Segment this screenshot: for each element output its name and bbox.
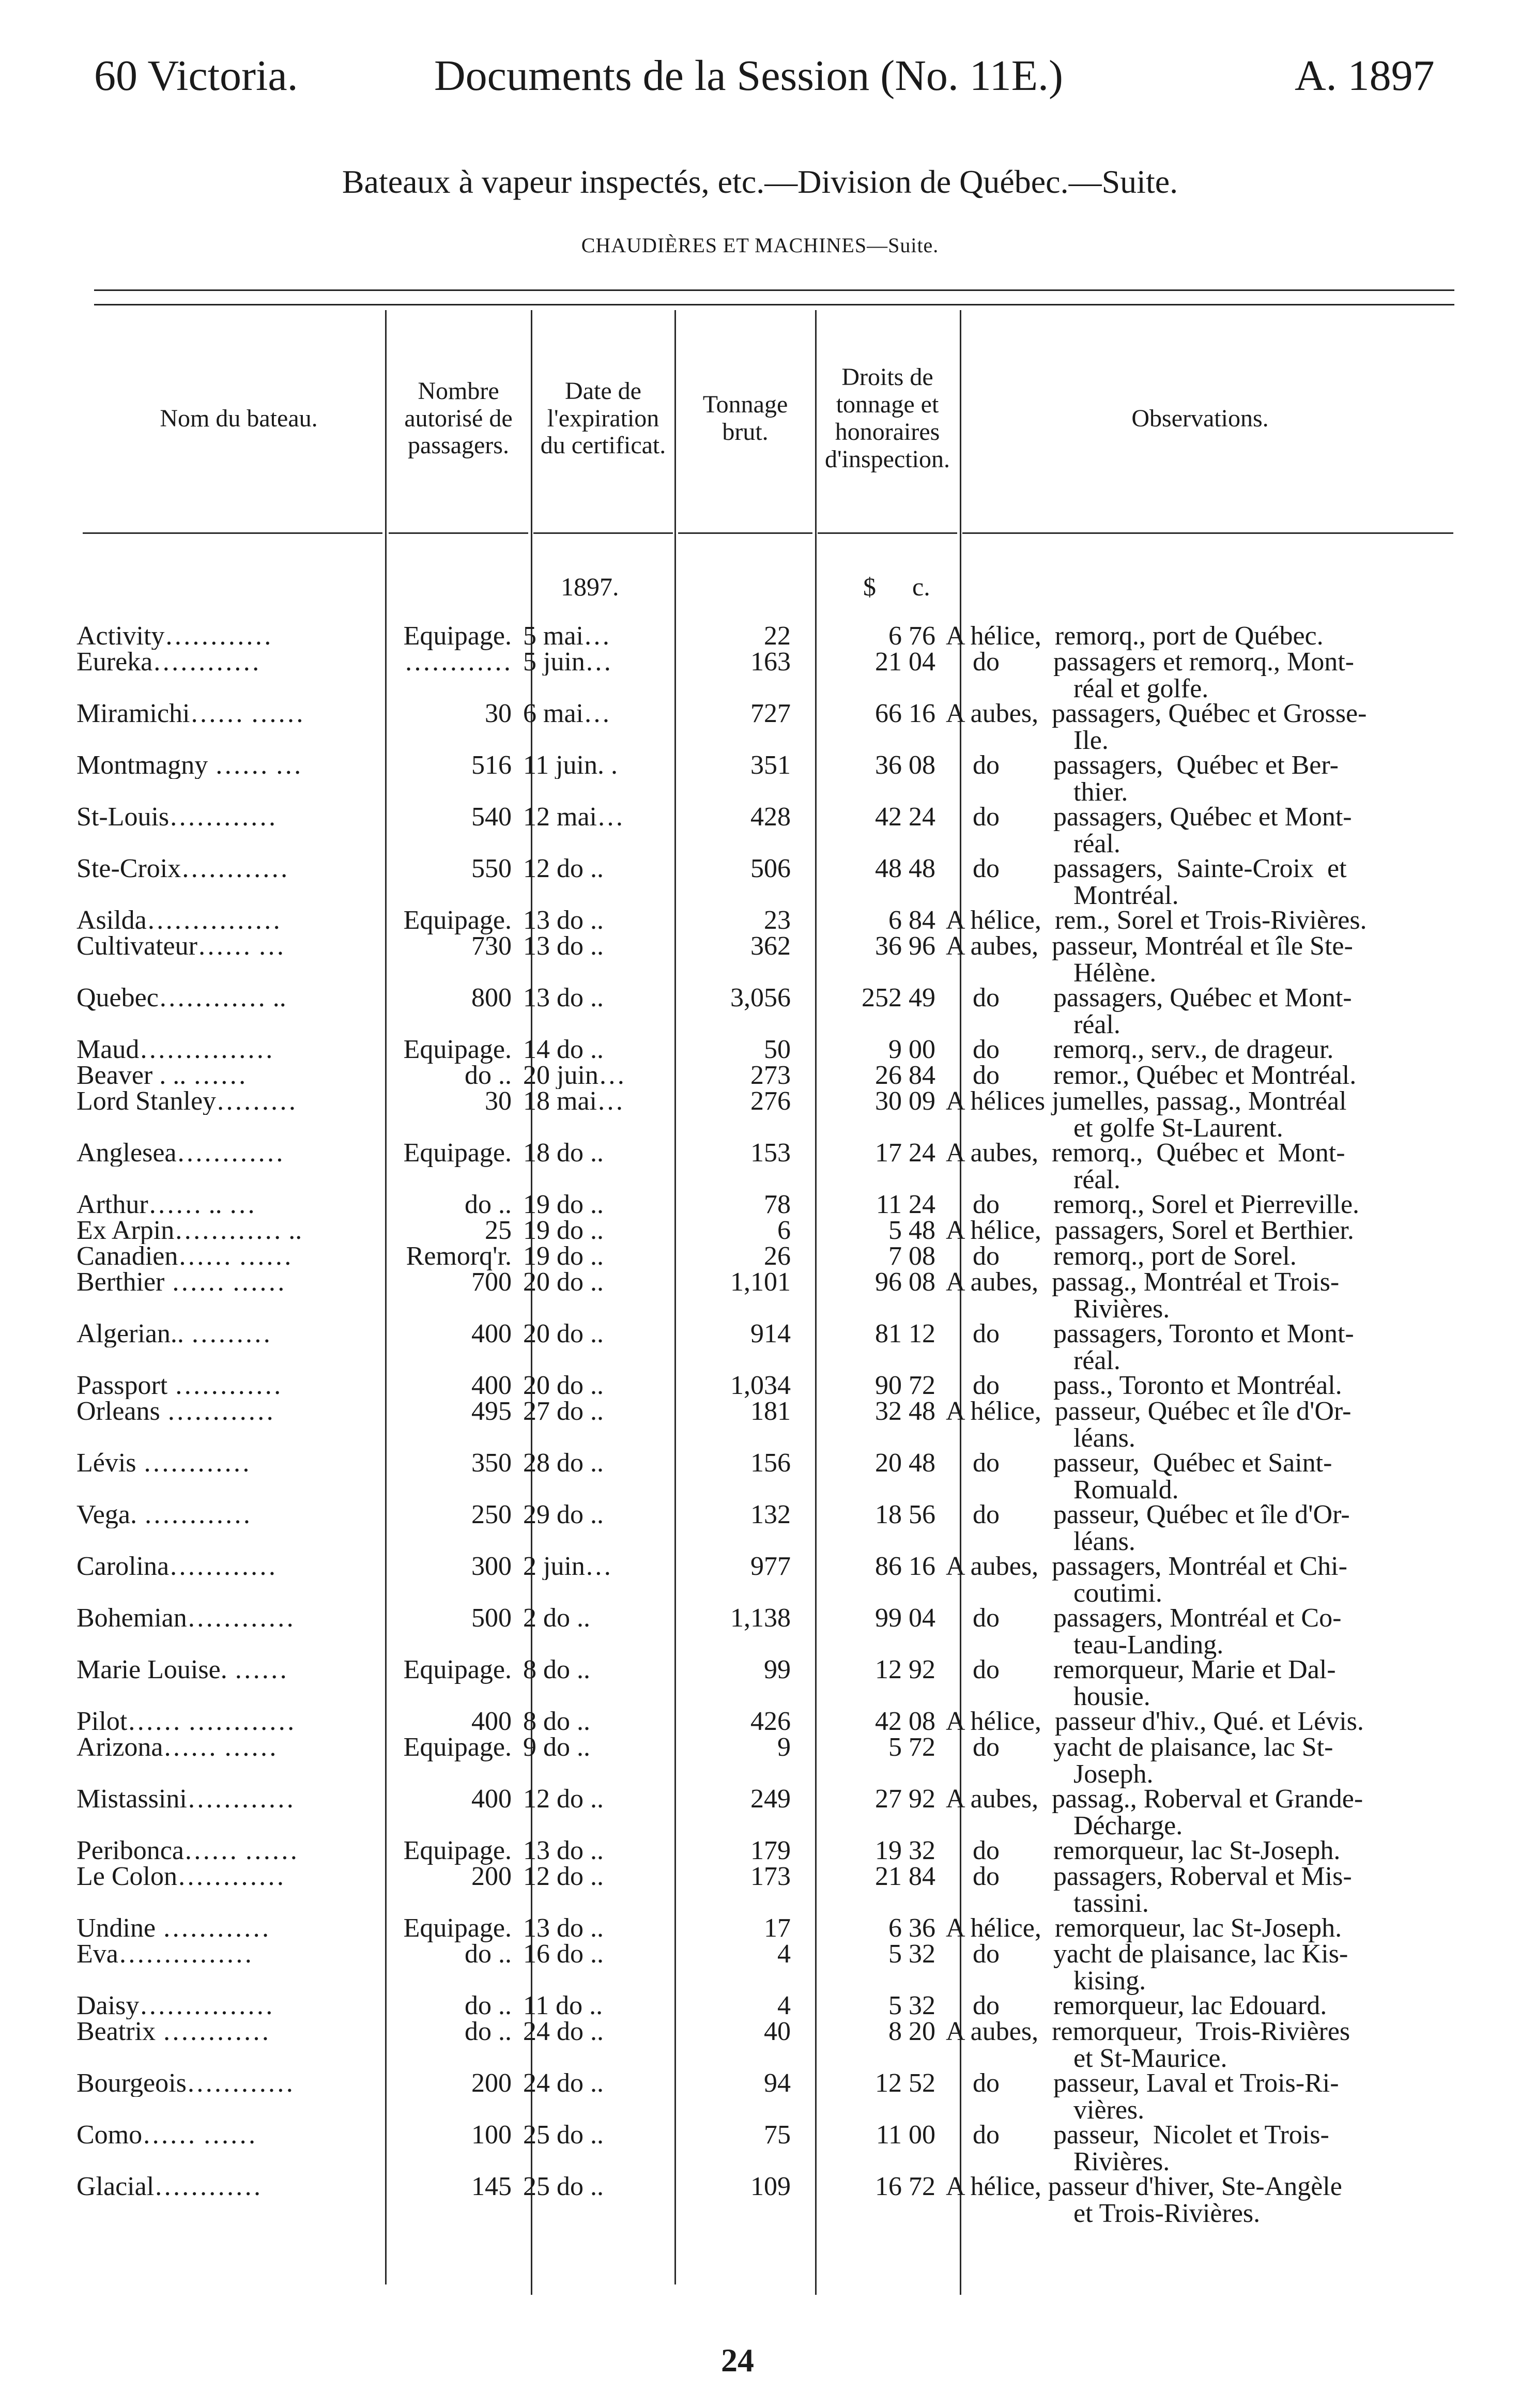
passenger-count: do ..: [465, 2017, 512, 2046]
gross-tonnage: 351: [750, 750, 791, 780]
certificate-expiry: 24 do ..: [523, 2018, 604, 2045]
observation: do passagers, Montréal et Co- teau-Landing.: [973, 1603, 1342, 1660]
gross-tonnage: 426: [750, 1707, 791, 1736]
inspection-fee: 11 00: [876, 2120, 935, 2150]
inspection-fee: 32 48: [875, 1397, 935, 1426]
observation: do yacht de plaisance, lac Kis- kising.: [973, 1939, 1348, 1996]
passenger-count: do ..: [465, 1061, 512, 1090]
certificate-expiry: 29 do ..: [523, 1501, 604, 1528]
gross-tonnage: 914: [750, 1319, 791, 1348]
certificate-expiry: 12 mai…: [523, 804, 624, 831]
observation: do passagers, Québec et Ber- thier.: [973, 750, 1339, 807]
certificate-expiry: 11 do ..: [523, 1992, 603, 2019]
boat-name: Passport …………: [76, 1372, 282, 1399]
gross-tonnage: 163: [750, 647, 791, 677]
passenger-count: do ..: [465, 1190, 512, 1219]
boat-name: Canadien…… ……: [76, 1243, 293, 1270]
observation: do remor., Québec et Montréal.: [946, 1061, 1357, 1090]
gross-tonnage: 4: [777, 1939, 791, 1969]
observation: A hélice, passagers, Sorel et Berthier.: [946, 1216, 1354, 1245]
top-rule-inner: [94, 304, 1454, 305]
inspection-fee: 8 20: [888, 2017, 935, 2046]
certificate-expiry: 14 do ..: [523, 1036, 604, 1063]
observation: A hélice, remorq., port de Québec.: [946, 621, 1324, 651]
certificate-expiry: 19 do ..: [523, 1217, 604, 1244]
boat-name: St-Louis…………: [76, 804, 277, 831]
units-cents: c.: [912, 572, 930, 601]
boat-name: Como…… ……: [76, 2122, 257, 2149]
inspection-fee: 27 92: [875, 1784, 935, 1814]
inspection-fee: 99 04: [875, 1603, 935, 1633]
head-rule-5: [818, 532, 957, 534]
passenger-count: 200: [471, 1862, 512, 1891]
top-rule: [94, 289, 1454, 291]
observation: do pass., Toronto et Montréal.: [946, 1371, 1342, 1400]
observation: do remorqueur, Marie et Dal- housie.: [973, 1655, 1336, 1711]
col-divider-4: [815, 310, 817, 2295]
certificate-expiry: 24 do ..: [523, 2070, 604, 2097]
certificate-expiry: 5 mai…: [523, 623, 610, 650]
inspection-fee: 42 08: [875, 1707, 935, 1736]
boat-name: Mistassini…………: [76, 1786, 295, 1813]
passenger-count: do ..: [465, 1939, 512, 1969]
certificate-expiry: 20 juin…: [523, 1062, 625, 1089]
gross-tonnage: 22: [764, 621, 791, 651]
gross-tonnage: 362: [750, 931, 791, 961]
inspection-fee: 21 84: [875, 1862, 935, 1891]
gross-tonnage: 99: [764, 1655, 791, 1684]
gross-tonnage: 1,034: [730, 1371, 791, 1400]
col-head-name: Nom du bateau.: [160, 404, 318, 432]
passenger-count: 550: [471, 854, 512, 883]
observation: do remorq., port de Sorel.: [946, 1241, 1297, 1271]
observation: do passagers, Roberval et Mis- tassini.: [973, 1862, 1352, 1918]
observation: A aubes, passagers, Québec et Grosse- Ile.: [946, 699, 1367, 755]
gross-tonnage: 4: [777, 1991, 791, 2020]
boat-name: Miramichi…… ……: [76, 700, 304, 727]
gross-tonnage: 153: [750, 1138, 791, 1168]
inspection-fee: 11 24: [876, 1190, 935, 1219]
gross-tonnage: 26: [764, 1241, 791, 1271]
boat-name: Eva……………: [76, 1941, 253, 1968]
boat-name: Eureka…………: [76, 649, 260, 676]
passenger-count: 540: [471, 802, 512, 832]
boat-name: Undine …………: [76, 1915, 270, 1942]
passenger-count: Equipage.: [403, 906, 512, 935]
col-head-date: Date de l'expiration du certificat.: [540, 377, 666, 459]
col-head-fees: Droits de tonnage et honoraires d'inspection.: [825, 363, 950, 473]
observation: do passagers, Québec et Mont- réal.: [973, 983, 1352, 1039]
passenger-count: Remorq'r.: [406, 1241, 512, 1271]
gross-tonnage: 50: [764, 1035, 791, 1064]
certificate-expiry: 25 do ..: [523, 2173, 604, 2200]
gross-tonnage: 23: [764, 906, 791, 935]
boat-name: Le Colon…………: [76, 1863, 285, 1890]
passenger-count: 400: [471, 1371, 512, 1400]
certificate-expiry: 12 do ..: [523, 855, 604, 882]
head-rule-6: [962, 532, 1453, 534]
passenger-count: 495: [471, 1397, 512, 1426]
passenger-count: 250: [471, 1500, 512, 1529]
gross-tonnage: 40: [764, 2017, 791, 2046]
observation: A aubes, remorqueur, Trois-Rivières et St-Maurice.: [946, 2017, 1350, 2073]
certificate-expiry: 16 do ..: [523, 1941, 604, 1968]
passenger-count: Equipage.: [403, 1138, 512, 1168]
boat-name: Carolina…………: [76, 1553, 277, 1580]
passenger-count: 516: [471, 750, 512, 780]
certificate-expiry: 2 juin…: [523, 1553, 612, 1580]
inspection-fee: 96 08: [875, 1267, 935, 1297]
observation: do remorq., serv., de drageur.: [946, 1035, 1334, 1064]
boat-name: Quebec………… ..: [76, 985, 286, 1011]
boat-name: Maud……………: [76, 1036, 274, 1063]
inspection-fee: 6 84: [888, 906, 935, 935]
inspection-fee: 19 32: [875, 1836, 935, 1865]
boat-name: Arizona…… ……: [76, 1734, 278, 1761]
boat-name: Bourgeois…………: [76, 2070, 294, 2097]
boat-name: Lévis …………: [76, 1450, 251, 1477]
inspection-fee: 81 12: [875, 1319, 935, 1348]
observation: do passagers, Toronto et Mont- réal.: [973, 1319, 1354, 1375]
observation: A hélices jumelles, passag., Montréal et golfe St-Laurent.: [946, 1086, 1347, 1143]
inspection-fee: 36 08: [875, 750, 935, 780]
boat-name: Algerian.. ………: [76, 1321, 271, 1347]
certificate-expiry: 19 do ..: [523, 1243, 604, 1270]
page-number: 24: [721, 2342, 754, 2379]
inspection-fee: 7 08: [888, 1241, 935, 1271]
passenger-count: Equipage.: [403, 1913, 512, 1943]
passenger-count: do ..: [465, 1991, 512, 2020]
observation: A hélice, passeur d'hiv., Qué. et Lévis.: [946, 1707, 1364, 1736]
observation: A aubes, passag., Montréal et Trois- Rivières.: [946, 1267, 1340, 1324]
observation: do passagers et remorq., Mont- réal et golfe.: [973, 647, 1354, 703]
gross-tonnage: 181: [750, 1397, 791, 1426]
inspection-fee: 86 16: [875, 1552, 935, 1581]
boat-name: Ste-Croix…………: [76, 855, 289, 882]
head-rule-3: [533, 532, 673, 534]
certificate-expiry: 13 do ..: [523, 1837, 604, 1864]
observation: A aubes, remorq., Québec et Mont- réal.: [946, 1138, 1345, 1194]
gross-tonnage: 276: [750, 1086, 791, 1116]
passenger-count: 400: [471, 1319, 512, 1348]
boat-name: Orleans …………: [76, 1398, 274, 1425]
head-rule-2: [389, 532, 528, 534]
gross-tonnage: 179: [750, 1836, 791, 1865]
inspection-fee: 6 76: [888, 621, 935, 651]
certificate-expiry: 18 do ..: [523, 1140, 604, 1167]
boat-name: Berthier …… ……: [76, 1269, 286, 1296]
certificate-expiry: 2 do ..: [523, 1605, 590, 1632]
observation: do passeur, Québec et Saint- Romuald.: [973, 1448, 1332, 1505]
inspection-fee: 21 04: [875, 647, 935, 677]
head-rule-1: [83, 532, 382, 534]
passenger-count: Equipage.: [403, 1655, 512, 1684]
observation: A hélice, passeur, Québec et île d'Or- léans.: [946, 1397, 1352, 1453]
certificate-expiry: 12 do ..: [523, 1863, 604, 1890]
gross-tonnage: 3,056: [730, 983, 791, 1013]
passenger-count: 500: [471, 1603, 512, 1633]
passenger-count: Equipage.: [403, 1732, 512, 1762]
observation: do passagers, Québec et Mont- réal.: [973, 802, 1352, 858]
certificate-expiry: 5 juin…: [523, 649, 612, 676]
units-year: 1897.: [561, 572, 619, 601]
passenger-count: 730: [471, 931, 512, 961]
inspection-fee: 36 96: [875, 931, 935, 961]
inspection-fee: 42 24: [875, 802, 935, 832]
passenger-count: 30: [485, 699, 512, 728]
passenger-count: 30: [485, 1086, 512, 1116]
boat-name: Asilda……………: [76, 907, 281, 934]
gross-tonnage: 428: [750, 802, 791, 832]
passenger-count: 700: [471, 1267, 512, 1297]
certificate-expiry: 18 mai…: [523, 1088, 624, 1115]
header-year: A. 1897: [1295, 52, 1435, 100]
observation: A hélice, rem., Sorel et Trois-Rivières.: [946, 906, 1367, 935]
gross-tonnage: 78: [764, 1190, 791, 1219]
certificate-expiry: 20 do ..: [523, 1269, 604, 1296]
gross-tonnage: 977: [750, 1552, 791, 1581]
observation: do remorqueur, lac Edouard.: [946, 1991, 1327, 2020]
boat-name: Beatrix …………: [76, 2018, 270, 2045]
passenger-count: Equipage.: [403, 621, 512, 651]
gross-tonnage: 173: [750, 1862, 791, 1891]
passenger-count: 400: [471, 1707, 512, 1736]
gross-tonnage: 273: [750, 1061, 791, 1090]
boat-name: Lord Stanley………: [76, 1088, 297, 1115]
inspection-fee: 5 72: [888, 1732, 935, 1762]
inspection-fee: 16 72: [875, 2172, 935, 2201]
certificate-expiry: 13 do ..: [523, 907, 604, 934]
boat-name: Cultivateur…… …: [76, 933, 285, 960]
passenger-count: 350: [471, 1448, 512, 1478]
gross-tonnage: 94: [764, 2068, 791, 2098]
boat-name: Vega. …………: [76, 1501, 251, 1528]
boat-name: Anglesea…………: [76, 1140, 284, 1167]
certificate-expiry: 20 do ..: [523, 1372, 604, 1399]
certificate-expiry: 8 do ..: [523, 1708, 590, 1735]
boat-name: Peribonca…… ……: [76, 1837, 298, 1864]
certificate-expiry: 11 juin. .: [523, 752, 618, 779]
boat-name: Glacial…………: [76, 2173, 262, 2200]
certificate-expiry: 13 do ..: [523, 1915, 604, 1942]
boat-name: Ex Arpin………… ..: [76, 1217, 302, 1244]
header-document: Documents de la Session (No. 11E.): [434, 52, 1064, 100]
units-dollars: $: [863, 572, 876, 601]
inspection-fee: 20 48: [875, 1448, 935, 1478]
observation: do passeur, Nicolet et Trois- Rivières.: [973, 2120, 1329, 2176]
passenger-count: …………: [404, 647, 512, 677]
passenger-count: Equipage.: [403, 1836, 512, 1865]
inspection-fee: 26 84: [875, 1061, 935, 1090]
inspection-fee: 48 48: [875, 854, 935, 883]
passenger-count: 145: [471, 2172, 512, 2201]
certificate-expiry: 20 do ..: [523, 1321, 604, 1347]
page-title: Bateaux à vapeur inspectés, etc.—Division de Québec.—Suite.: [342, 163, 1178, 200]
gross-tonnage: 17: [764, 1913, 791, 1943]
inspection-fee: 12 92: [875, 1655, 935, 1684]
col-divider-3: [674, 310, 676, 2284]
inspection-fee: 6 36: [888, 1913, 935, 1943]
certificate-expiry: 25 do ..: [523, 2122, 604, 2149]
col-head-passengers: Nombre autorisé de passagers.: [404, 377, 513, 459]
gross-tonnage: 156: [750, 1448, 791, 1478]
gross-tonnage: 506: [750, 854, 791, 883]
passenger-count: Equipage.: [403, 1035, 512, 1064]
boat-name: Activity…………: [76, 623, 272, 650]
passenger-count: 100: [471, 2120, 512, 2150]
inspection-fee: 90 72: [875, 1371, 935, 1400]
observation: A hélice, passeur d'hiver, Ste-Angèle et Trois-Rivières.: [946, 2172, 1342, 2228]
passenger-count: 25: [485, 1216, 512, 1245]
boat-name: Marie Louise. ……: [76, 1657, 288, 1683]
certificate-expiry: 13 do ..: [523, 933, 604, 960]
certificate-expiry: 19 do ..: [523, 1191, 604, 1218]
observation: do yacht de plaisance, lac St- Joseph.: [973, 1732, 1333, 1789]
gross-tonnage: 1,138: [730, 1603, 791, 1633]
boat-name: Pilot…… …………: [76, 1708, 296, 1735]
col-head-observations: Observations.: [1131, 404, 1269, 432]
observation: do passeur, Québec et île d'Or- léans.: [973, 1500, 1350, 1556]
certificate-expiry: 28 do ..: [523, 1450, 604, 1477]
boat-name: Daisy……………: [76, 1992, 274, 2019]
boat-name: Bohemian…………: [76, 1605, 295, 1632]
gross-tonnage: 132: [750, 1500, 791, 1529]
inspection-fee: 252 49: [862, 983, 935, 1013]
inspection-fee: 12 52: [875, 2068, 935, 2098]
col-head-tonnage: Tonnage brut.: [702, 391, 788, 446]
passenger-count: 300: [471, 1552, 512, 1581]
observation: do remorq., Sorel et Pierreville.: [946, 1190, 1360, 1219]
observation: do passagers, Sainte-Croix et Montréal.: [973, 854, 1347, 910]
certificate-expiry: 27 do ..: [523, 1398, 604, 1425]
boat-name: Arthur…… .. …: [76, 1191, 256, 1218]
inspection-fee: 17 24: [875, 1138, 935, 1168]
certificate-expiry: 12 do ..: [523, 1786, 604, 1813]
observation: A aubes, passagers, Montréal et Chi- coutimi.: [946, 1552, 1347, 1608]
certificate-expiry: 9 do ..: [523, 1734, 590, 1761]
inspection-fee: 30 09: [875, 1086, 935, 1116]
header-session: 60 Victoria.: [94, 52, 298, 100]
observation: A hélice, remorqueur, lac St-Joseph.: [946, 1913, 1342, 1943]
certificate-expiry: 6 mai…: [523, 700, 610, 727]
gross-tonnage: 249: [750, 1784, 791, 1814]
gross-tonnage: 6: [777, 1216, 791, 1245]
certificate-expiry: 8 do ..: [523, 1657, 590, 1683]
gross-tonnage: 727: [750, 699, 791, 728]
observation: A aubes, passag., Roberval et Grande- Décharge.: [946, 1784, 1363, 1840]
observation: do remorqueur, lac St-Joseph.: [946, 1836, 1341, 1865]
inspection-fee: 5 32: [888, 1939, 935, 1969]
observation: A aubes, passeur, Montréal et île Ste- Hélène.: [946, 931, 1353, 988]
passenger-count: 800: [471, 983, 512, 1013]
inspection-fee: 5 32: [888, 1991, 935, 2020]
inspection-fee: 9 00: [888, 1035, 935, 1064]
gross-tonnage: 9: [777, 1732, 791, 1762]
passenger-count: 200: [471, 2068, 512, 2098]
observation: do passeur, Laval et Trois-Ri- vières.: [973, 2068, 1339, 2125]
gross-tonnage: 75: [764, 2120, 791, 2150]
inspection-fee: 18 56: [875, 1500, 935, 1529]
head-rule-4: [678, 532, 812, 534]
certificate-expiry: 13 do ..: [523, 985, 604, 1011]
col-divider-1: [385, 310, 387, 2284]
inspection-fee: 66 16: [875, 699, 935, 728]
boat-name: Montmagny …… …: [76, 752, 302, 779]
boat-name: Beaver . .. ……: [76, 1062, 247, 1089]
gross-tonnage: 1,101: [730, 1267, 791, 1297]
passenger-count: 400: [471, 1784, 512, 1814]
inspection-fee: 5 48: [888, 1216, 935, 1245]
gross-tonnage: 109: [750, 2172, 791, 2201]
page-subtitle: CHAUDIÈRES ET MACHINES—Suite.: [581, 234, 939, 257]
